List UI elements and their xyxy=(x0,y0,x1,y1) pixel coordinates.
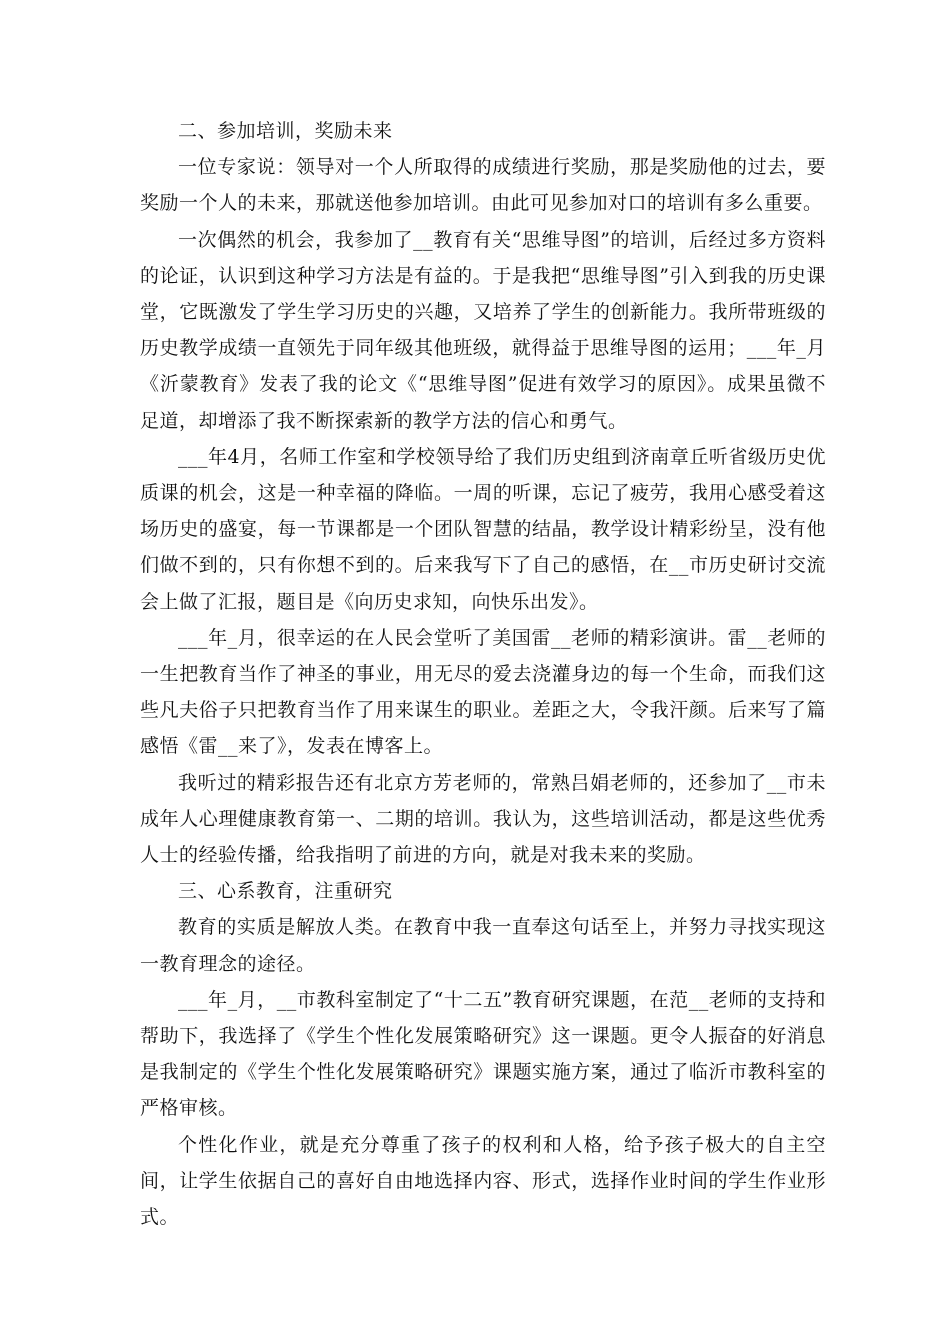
paragraph-research-topic: ___年_月，__市教科室制定了“十二五”教育研究课题，在范__老师的支持和帮助下，我选择了《学生个性化发展策略研究》这一课题。更令人振奋的好消息是我制定的《学生个性化发展策略研究》课题实施方案，通过了临沂市教科室的严格审核。 xyxy=(140,988,826,1120)
document-body xyxy=(140,113,826,1235)
section-heading-2: 二、参加培训，奖励未来 xyxy=(178,120,393,142)
paragraph-mind-map-training: 一次偶然的机会，我参加了__教育有关“思维导图”的培训，后经过多方资料的论证，认识到这种学习方法是有益的。于是我把“思维导图”引入到我的历史课堂，它既激发了学生学习历史的兴趣，又培养了学生的创新能力。我所带班级的历史教学成绩一直领先于同年级其他班级，就得益于思维导图的运用；___年_月《沂蒙教育》发表了我的论文《“思维导图”促进有效学习的原因》。成果虽微不足道，却增添了我不断探索新的教学方法的信心和勇气。 xyxy=(140,228,826,432)
paragraph-other-reports: 我听过的精彩报告还有北京方芳老师的，常熟吕娟老师的，还参加了__市未成年人心理健康教育第一、二期的培训。我认为，这些培训活动，都是这些优秀人士的经验传播，给我指明了前进的方向，就是对我未来的奖励。 xyxy=(140,771,826,867)
paragraph-education-essence: 教育的实质是解放人类。在教育中我一直奉这句话至上，并努力寻找实现这一教育理念的途径。 xyxy=(140,916,826,975)
paragraph-personalized-homework: 个性化作业，就是充分尊重了孩子的权利和人格，给予孩子极大的自主空间，让学生依据自己的喜好自由地选择内容、形式，选择作业时间的学生作业形式。 xyxy=(140,1133,826,1229)
paragraph-lei-lecture: ___年_月，很幸运的在人民会堂听了美国雷__老师的精彩演讲。雷__老师的一生把教育当作了神圣的事业，用无尽的爱去浇灌身边的每一个生命，而我们这些凡夫俗子只把教育当作了用来谋生的职业。差距之大，令我汗颜。后来写了篇感悟《雷__来了》，发表在博客上。 xyxy=(140,626,826,758)
paragraph-expert-quote: 一位专家说：领导对一个人所取得的成绩进行奖励，那是奖励他的过去，要奖励一个人的未来，那就送他参加培训。由此可见参加对口的培训有多么重要。 xyxy=(140,156,826,215)
paragraph-jinan-lessons: ___年4月，名师工作室和学校领导给了我们历史组到济南章丘听省级历史优质课的机会，这是一种幸福的降临。一周的听课，忘记了疲劳，我用心感受着这场历史的盛宴，每一节课都是一个团队智慧的结晶，教学设计精彩纷呈，没有他们做不到的，只有你想不到的。后来我写下了自己的感悟，在__市历史研讨交流会上做了汇报，题目是《向历史求知，向快乐出发》。 xyxy=(140,445,826,613)
section-heading-3: 三、心系教育，注重研究 xyxy=(178,880,393,903)
